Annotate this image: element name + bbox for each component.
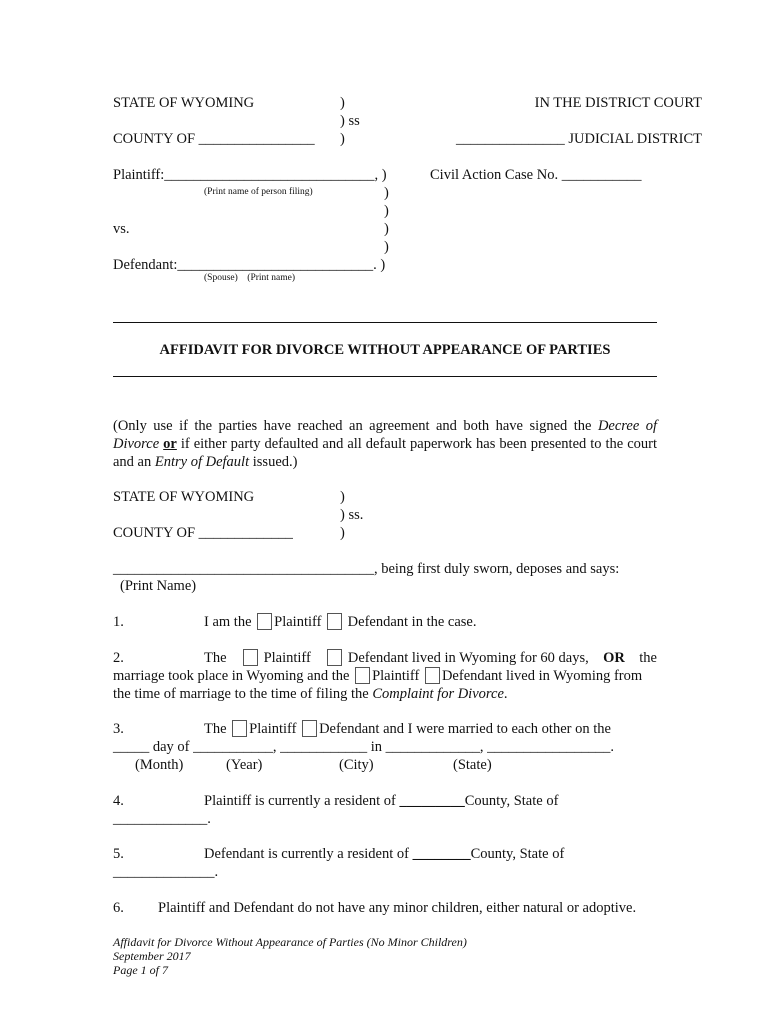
item-2-line-1: The Plaintiff Defendant lived in Wyoming for 60 days, OR the xyxy=(204,650,657,666)
caption-ss: ) ss xyxy=(340,113,360,129)
item-1: I am the Plaintiff Defendant in the case. xyxy=(204,614,477,630)
venue-paren: ) xyxy=(340,489,345,505)
document-title: AFFIDAVIT FOR DIVORCE WITHOUT APPEARANCE OF PARTIES xyxy=(159,342,611,358)
item-4-state: _____________. xyxy=(113,811,211,827)
item-number: 3. xyxy=(113,721,124,737)
caption-paren: ) xyxy=(384,203,389,219)
item-number: 4. xyxy=(113,793,124,809)
caption-county: COUNTY OF ________________ xyxy=(113,131,315,147)
item-number: 1. xyxy=(113,614,124,630)
venue-state: STATE OF WYOMING xyxy=(113,489,255,505)
item-2-line-2: marriage took place in Wyoming and the Plaintiff Defendant lived in Wyoming from xyxy=(113,668,643,684)
plaintiff-checkbox[interactable] xyxy=(257,613,272,630)
plaintiff-line: Plaintiff:_____________________________, ) xyxy=(113,167,387,183)
print-name-note: (Print Name) xyxy=(120,578,197,594)
plaintiff-note: (Print name of person filing) xyxy=(204,187,313,197)
state-note: (State) xyxy=(453,757,492,773)
sworn-statement: ____________________________________, being first duly sworn, deposes and says: xyxy=(113,561,620,577)
defendant-line: Defendant:___________________________. ) xyxy=(113,257,386,273)
judicial-district: _______________ JUDICIAL DISTRICT xyxy=(456,131,702,147)
item-number: 2. xyxy=(113,650,124,666)
caption-paren: ) xyxy=(340,95,345,111)
item-3-line-1: The Plaintiff Defendant and I were married to each other on the xyxy=(204,721,611,737)
caption-state: STATE OF WYOMING xyxy=(113,95,255,111)
item-5-state: ______________. xyxy=(113,864,219,880)
item-5: Defendant is currently a resident of ________County, State of xyxy=(204,846,565,862)
plaintiff-checkbox[interactable] xyxy=(243,649,258,666)
defendant-checkbox[interactable] xyxy=(302,720,317,737)
defendant-checkbox[interactable] xyxy=(327,613,342,630)
venue-county: COUNTY OF _____________ xyxy=(113,525,293,541)
venue-paren: ) xyxy=(340,525,345,541)
caption-paren: ) xyxy=(384,185,389,201)
defendant-checkbox[interactable] xyxy=(327,649,342,666)
item-4: Plaintiff is currently a resident of _________County, State of xyxy=(204,793,559,809)
plaintiff-checkbox[interactable] xyxy=(232,720,247,737)
defendant-note: (Spouse) (Print name) xyxy=(204,273,296,283)
month-note: (Month) xyxy=(135,757,184,773)
year-note: (Year) xyxy=(226,757,263,773)
case-number: Civil Action Case No. ___________ xyxy=(430,167,642,183)
venue-ss: ) ss. xyxy=(340,507,364,523)
caption-paren: ) xyxy=(340,131,345,147)
footer-page: Page 1 of 7 xyxy=(113,963,168,977)
footer-title: Affidavit for Divorce Without Appearance of Parties (No Minor Children) xyxy=(113,935,467,949)
caption-paren: ) xyxy=(384,221,389,237)
caption-paren: ) xyxy=(384,239,389,255)
plaintiff-checkbox[interactable] xyxy=(355,667,370,684)
defendant-checkbox[interactable] xyxy=(425,667,440,684)
divider xyxy=(113,322,657,323)
footer-date: September 2017 xyxy=(113,949,191,963)
item-6: Plaintiff and Defendant do not have any minor children, either natural or adoptive. xyxy=(158,900,637,916)
court-name: IN THE DISTRICT COURT xyxy=(534,95,702,111)
divider xyxy=(113,376,657,377)
city-note: (City) xyxy=(339,757,374,773)
item-number: 5. xyxy=(113,846,124,862)
item-number: 6. xyxy=(113,900,124,916)
item-3-date-place: _____ day of ___________, ____________ in _____________, _________________. xyxy=(113,739,615,755)
versus: vs. xyxy=(113,221,130,237)
item-2-line-3: the time of marriage to the time of filing the Complaint for Divorce. xyxy=(113,686,508,702)
intro-paragraph: (Only use if the parties have reached an agreement and both have signed the Decree of Divorce or if either party defaulted and all default paperwork has been presented to the court and an Entry of Default issued.) xyxy=(113,418,658,470)
